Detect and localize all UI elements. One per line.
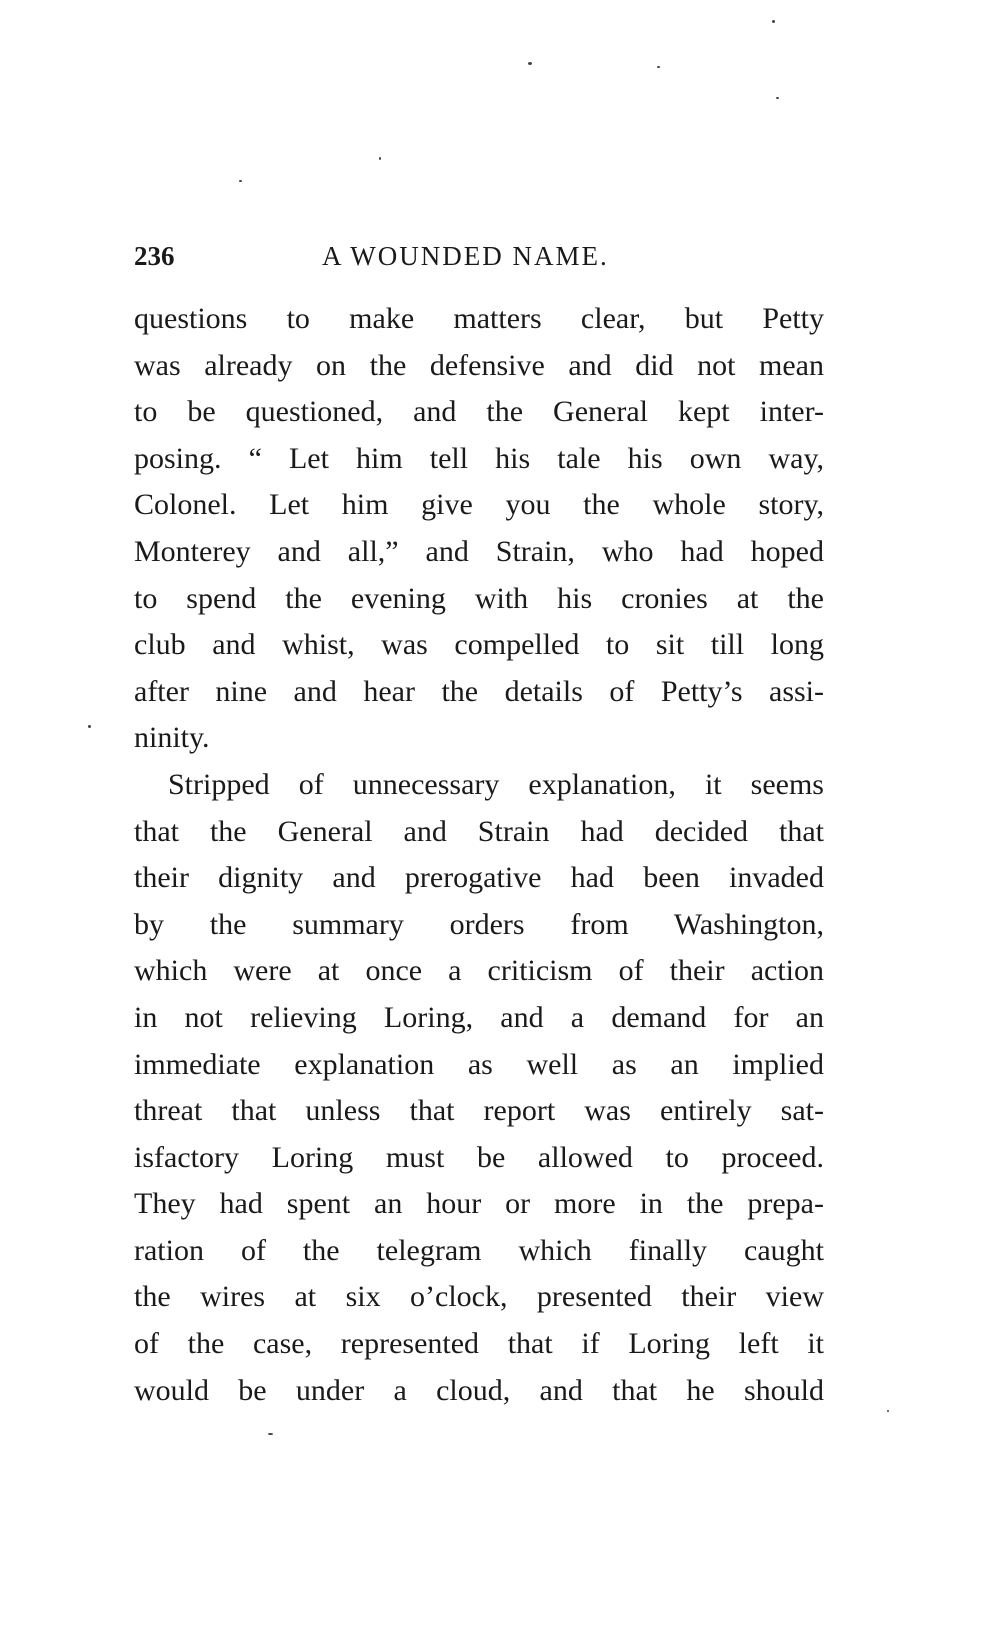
text-line: by the summary orders from Washington,: [134, 907, 824, 941]
text-line: after nine and hear the details of Petty’s assi-: [134, 674, 824, 708]
running-head: [134, 236, 824, 276]
text-line: their dignity and prerogative had been invaded: [134, 861, 824, 895]
text-line: would be under a cloud, and that he should: [134, 1373, 824, 1407]
scan-speck: [887, 1410, 889, 1412]
text-line: was already on the defensive and did not mean: [134, 348, 824, 382]
text-line: Stripped of unnecessary explanation, it seems: [168, 767, 824, 801]
text-line: They had spent an hour or more in the prepa-: [134, 1187, 824, 1221]
text-line: isfactory Loring must be allowed to proceed.: [134, 1140, 824, 1174]
text-line: the wires at six o’clock, presented their view: [134, 1280, 824, 1314]
text-line: in not relieving Loring, and a demand for an: [134, 1000, 824, 1034]
scan-speck: [776, 97, 779, 99]
scan-speck: [772, 20, 775, 23]
text-line: questions to make matters clear, but Petty: [134, 302, 824, 335]
scan-speck: [528, 62, 532, 65]
text-line: immediate explanation as well as an implied: [134, 1047, 824, 1081]
text-line: of the case, represented that if Loring left it: [134, 1327, 824, 1361]
text-line: which were at once a criticism of their action: [134, 954, 824, 988]
scan-speck: [268, 1433, 273, 1435]
scan-speck: [379, 157, 381, 160]
scan-speck: [88, 725, 91, 728]
text-line: that the General and Strain had decided that: [134, 814, 824, 848]
text-line: to be questioned, and the General kept inter-: [134, 395, 824, 429]
text-line: threat that unless that report was entirely sat-: [134, 1094, 824, 1128]
body-text: [134, 296, 824, 1414]
text-line: club and whist, was compelled to sit till long: [134, 628, 824, 662]
text-line: Monterey and all,” and Strain, who had hoped: [134, 534, 824, 568]
scan-speck: [239, 180, 242, 182]
paragraph: [134, 296, 824, 762]
paragraph: [134, 762, 824, 1414]
text-line: ninity.: [134, 721, 210, 755]
text-line: ration of the telegram which finally caught: [134, 1233, 824, 1267]
text-line: Colonel. Let him give you the whole story,: [134, 488, 824, 522]
text-line: to spend the evening with his cronies at the: [134, 581, 824, 615]
text-line: posing. “ Let him tell his tale his own way,: [134, 441, 824, 475]
book-title: A WOUNDED NAME.: [322, 241, 609, 271]
scan-speck: [657, 66, 660, 68]
page-number: 236: [134, 241, 175, 271]
